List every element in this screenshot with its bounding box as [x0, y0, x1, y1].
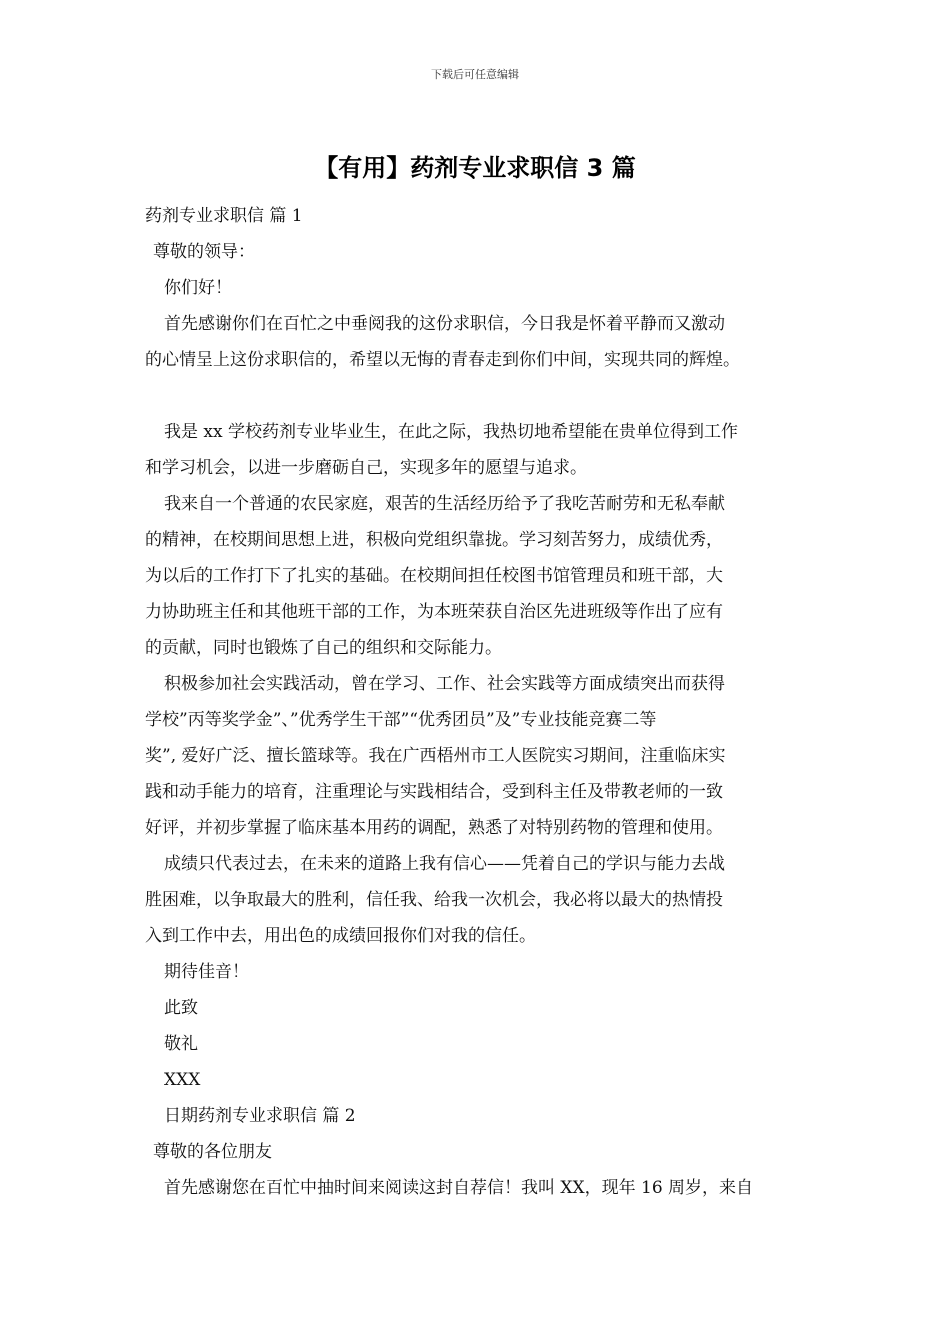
header-note: 下载后可任意编辑 [431, 68, 519, 81]
salutation-2: 尊敬的各位朋友 [153, 1142, 272, 1162]
salutation: 尊敬的领导： [153, 242, 255, 262]
paragraph-1: 首先感谢你们在百忙之中垂阅我的这份求职信，今日我是怀着平静而又激动 的心情呈上这份求职信的，希望以无悔的青春走到你们中间，实现共同的辉煌。 [145, 314, 740, 370]
document-body [145, 198, 815, 1206]
blank-line [145, 378, 815, 414]
paragraph-5: 成绩只代表过去，在未来的道路上我有信心——凭着自己的学识与能力去战 胜困难，以争取最大的胜利，信任我、给我一次机会，我必将以最大的热情投 入到工作中去，用出色的成绩回报你们对我的信任。 [145, 854, 725, 946]
section1-heading: 药剂专业求职信 篇 1 [145, 206, 303, 226]
greeting: 你们好！ [164, 278, 232, 298]
closing-expectation: 期待佳音！ [164, 962, 249, 982]
paragraph-2: 我是 xx 学校药剂专业毕业生，在此之际，我热切地希望能在贵单位得到工作 和学习机会，以进一步磨砺自己，实现多年的愿望与追求。 [145, 422, 738, 478]
signature: XXX [164, 1070, 201, 1090]
paragraph-6: 首先感谢您在百忙中抽时间来阅读这封自荐信！我叫 XX，现年 16 周岁，来自 [164, 1178, 754, 1198]
section2-heading: 日期药剂专业求职信 篇 2 [164, 1106, 356, 1126]
closing-jingli: 敬礼 [164, 1034, 198, 1054]
document-title: 【有用】药剂专业求职信 3 篇 [314, 154, 636, 182]
paragraph-4: 积极参加社会实践活动，曾在学习、工作、社会实践等方面成绩突出而获得 学校”丙等奖学金”、”优秀学生干部”“优秀团员”及”专业技能竞赛二等 奖”, 爱好广泛、擅长篮球等。我在广西梧州市工人医院实习期间，注重临床实 践和动手能力的培育，注重理论与实践相结合，受到科主任及带教老师的一致 好评，并初步掌握了临床基本用药的调配，熟悉了对特别药物的管理和使用。 [145, 674, 726, 838]
closing-cizhi: 此致 [164, 998, 198, 1018]
paragraph-3: 我来自一个普通的农民家庭，艰苦的生活经历给予了我吃苦耐劳和无私奉献 的精神，在校期间思想上进，积极向党组织靠拢。学习刻苦努力，成绩优秀， 为以后的工作打下了扎实的基础。在校期间担任校图书馆管理员和班干部，大 力协助班主任和其他班干部的工作，为本班荣获自治区先进班级等作出了应有 的贡献，同时也锻炼了自己的组织和交际能力。 [145, 494, 725, 658]
